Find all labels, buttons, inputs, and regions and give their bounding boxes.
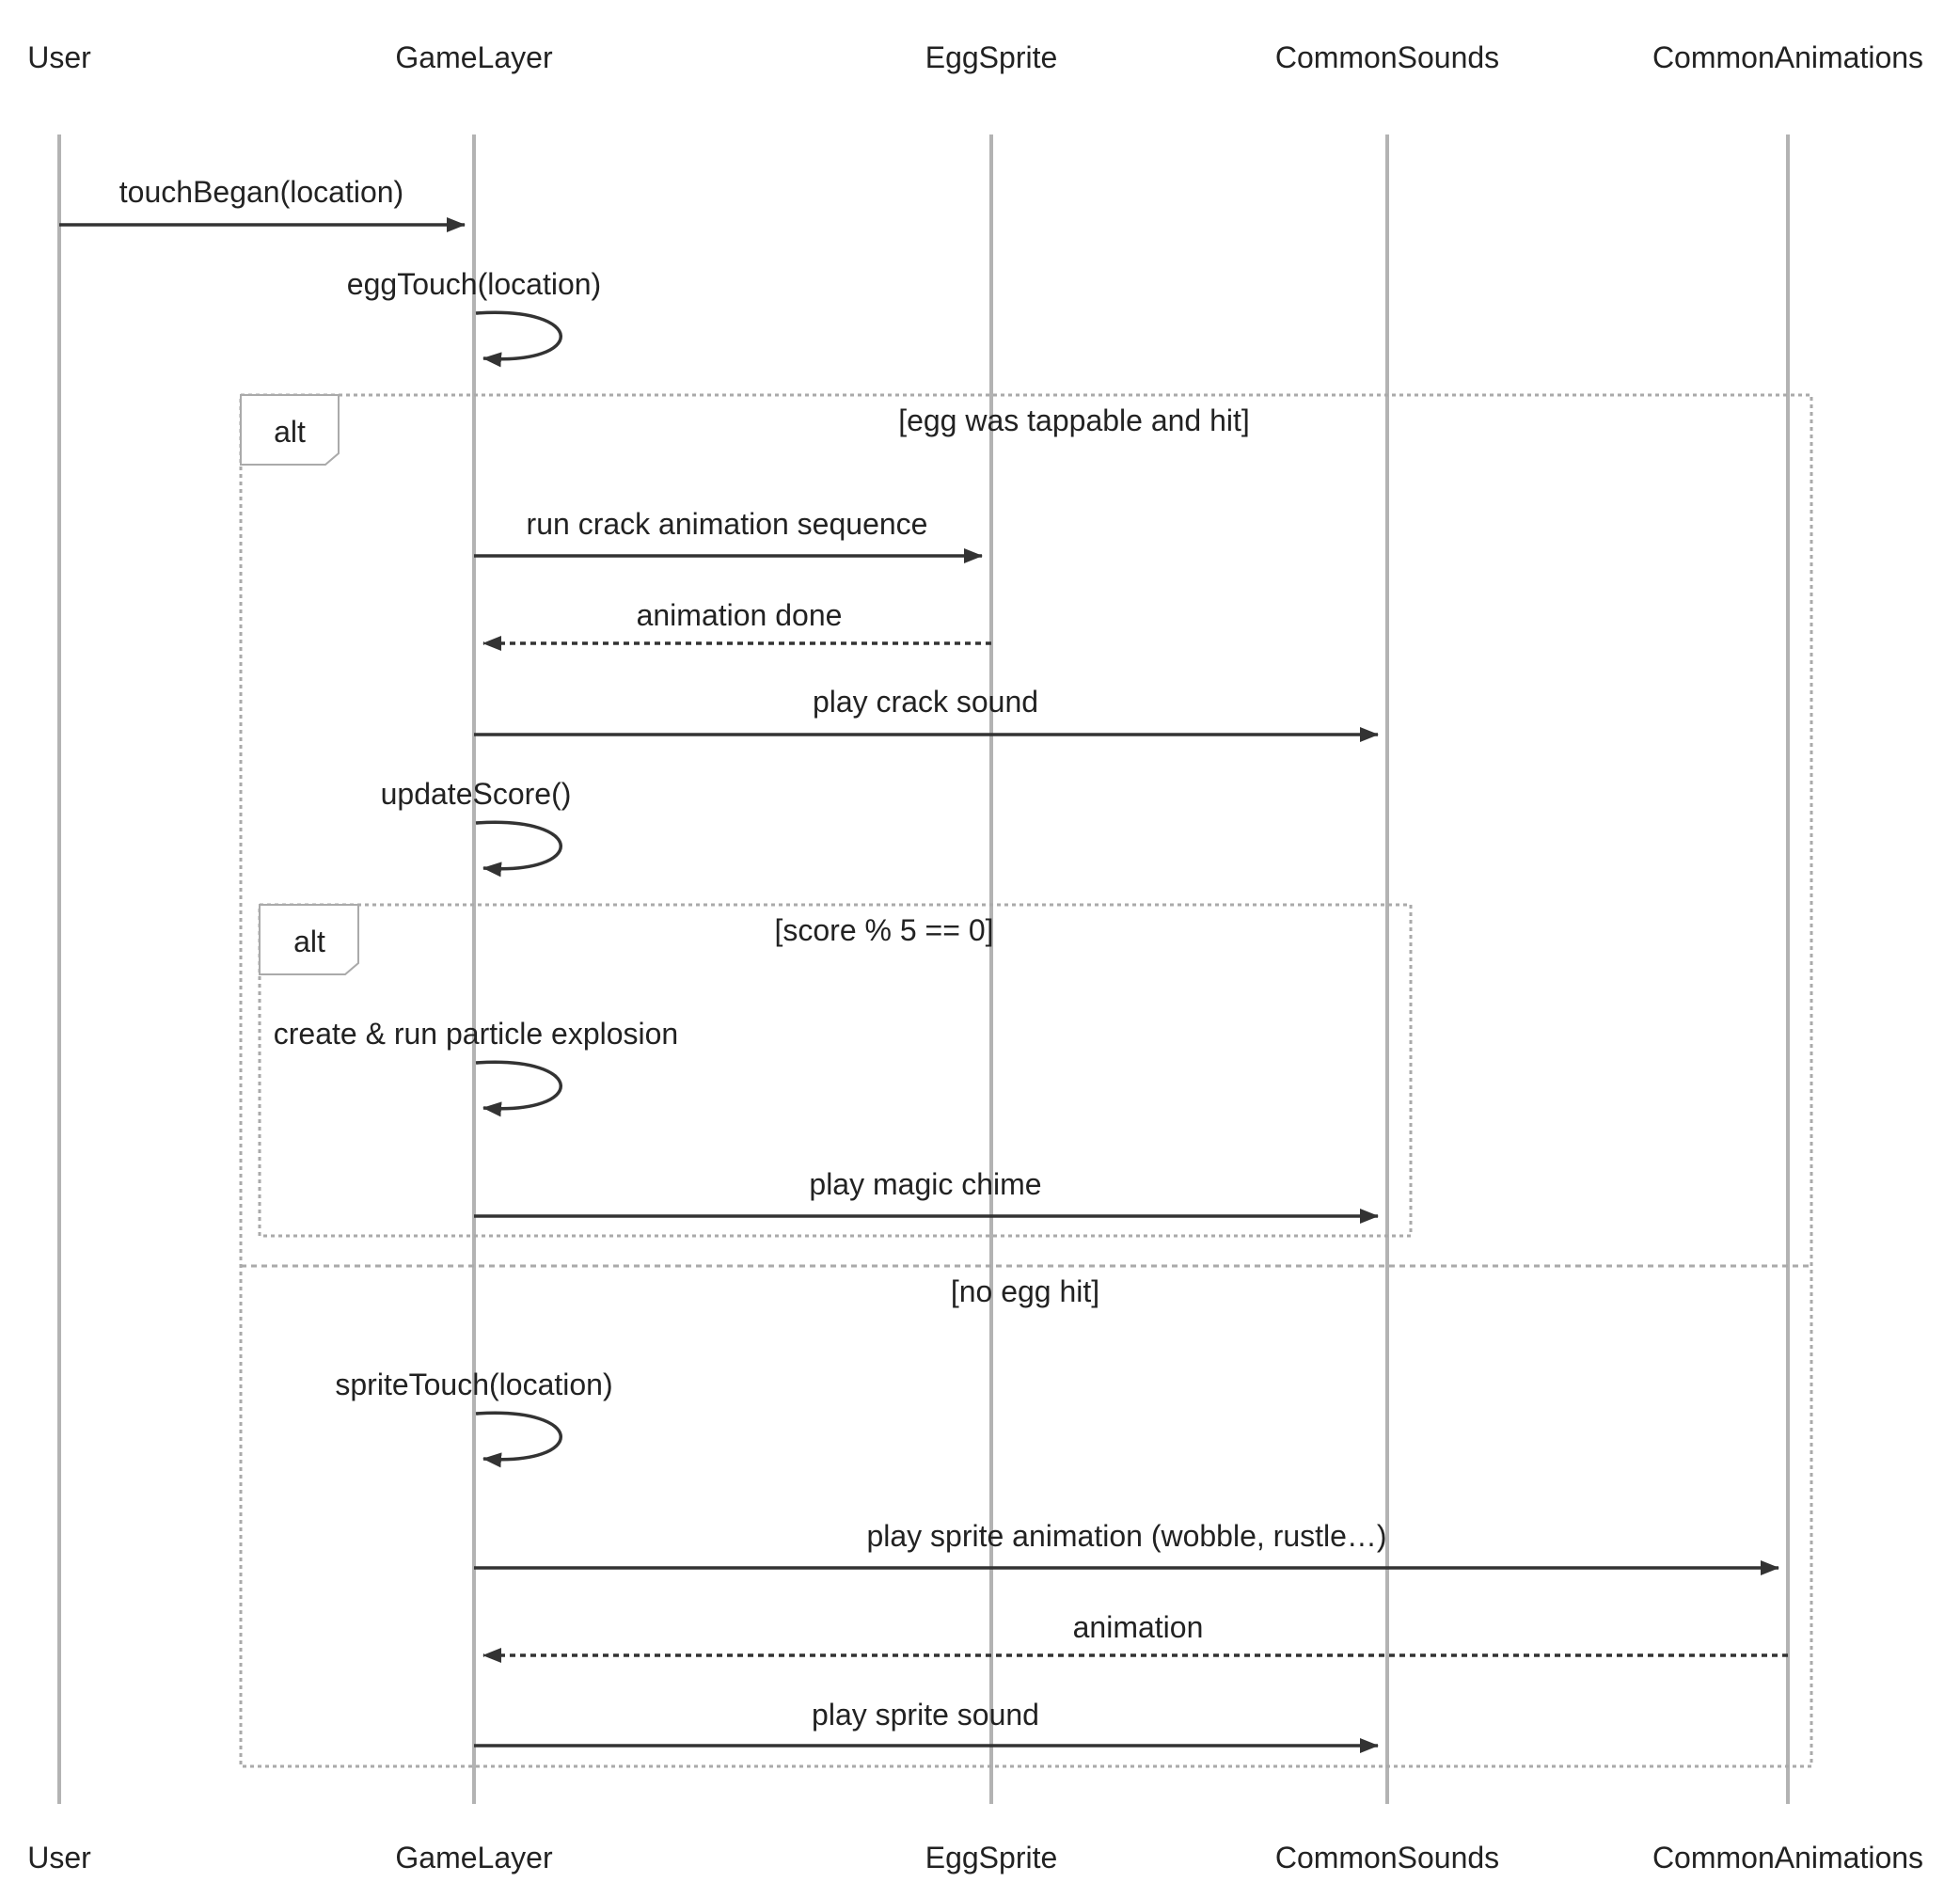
participant-commonsounds-top: CommonSounds [1274, 40, 1500, 74]
self-message-arrow [476, 1062, 561, 1108]
participant-gamelayer-top: GameLayer [395, 40, 553, 74]
participant-gamelayer-bottom: GameLayer [395, 1841, 553, 1874]
message-label: updateScore() [380, 777, 572, 811]
alt-frame-inner-label: alt [293, 925, 325, 958]
message-label: animation [1072, 1610, 1204, 1644]
message-label: create & run particle explosion [273, 1017, 679, 1051]
self-message-arrow [476, 1413, 561, 1459]
self-message-arrow [476, 312, 561, 358]
participant-user-bottom: User [27, 1841, 91, 1874]
participant-eggsprite-bottom: EggSprite [925, 1841, 1058, 1874]
participant-user-top: User [27, 40, 91, 74]
message-label: play sprite sound [812, 1698, 1039, 1732]
message-label: animation done [636, 598, 843, 632]
message-label: eggTouch(location) [346, 267, 602, 301]
alt-frame-outer-border [241, 395, 1811, 1766]
participants-top [27, 40, 1923, 74]
message-label: spriteTouch(location) [335, 1368, 613, 1401]
alt-frame-outer-guard-2: [no egg hit] [950, 1274, 1100, 1308]
participant-eggsprite-top: EggSprite [925, 40, 1058, 74]
message-label: touchBegan(location) [119, 175, 404, 209]
message-label: play crack sound [812, 685, 1039, 719]
message-label: run crack animation sequence [526, 507, 928, 541]
message-label: play magic chime [809, 1167, 1042, 1201]
alt-frame-outer-label: alt [274, 415, 306, 449]
message-label: play sprite animation (wobble, rustle…) [866, 1519, 1387, 1553]
alt-frame-outer [241, 395, 1811, 1766]
participant-commonsounds-bottom: CommonSounds [1274, 1841, 1500, 1874]
self-message-arrow [476, 822, 561, 868]
participant-commonanimations-top: CommonAnimations [1652, 40, 1924, 74]
alt-frame-outer-guard-1: [egg was tappable and hit] [898, 403, 1250, 437]
alt-frame-inner-guard: [score % 5 == 0] [774, 913, 994, 947]
participant-commonanimations-bottom: CommonAnimations [1652, 1841, 1924, 1874]
participants-bottom [27, 1841, 1923, 1874]
